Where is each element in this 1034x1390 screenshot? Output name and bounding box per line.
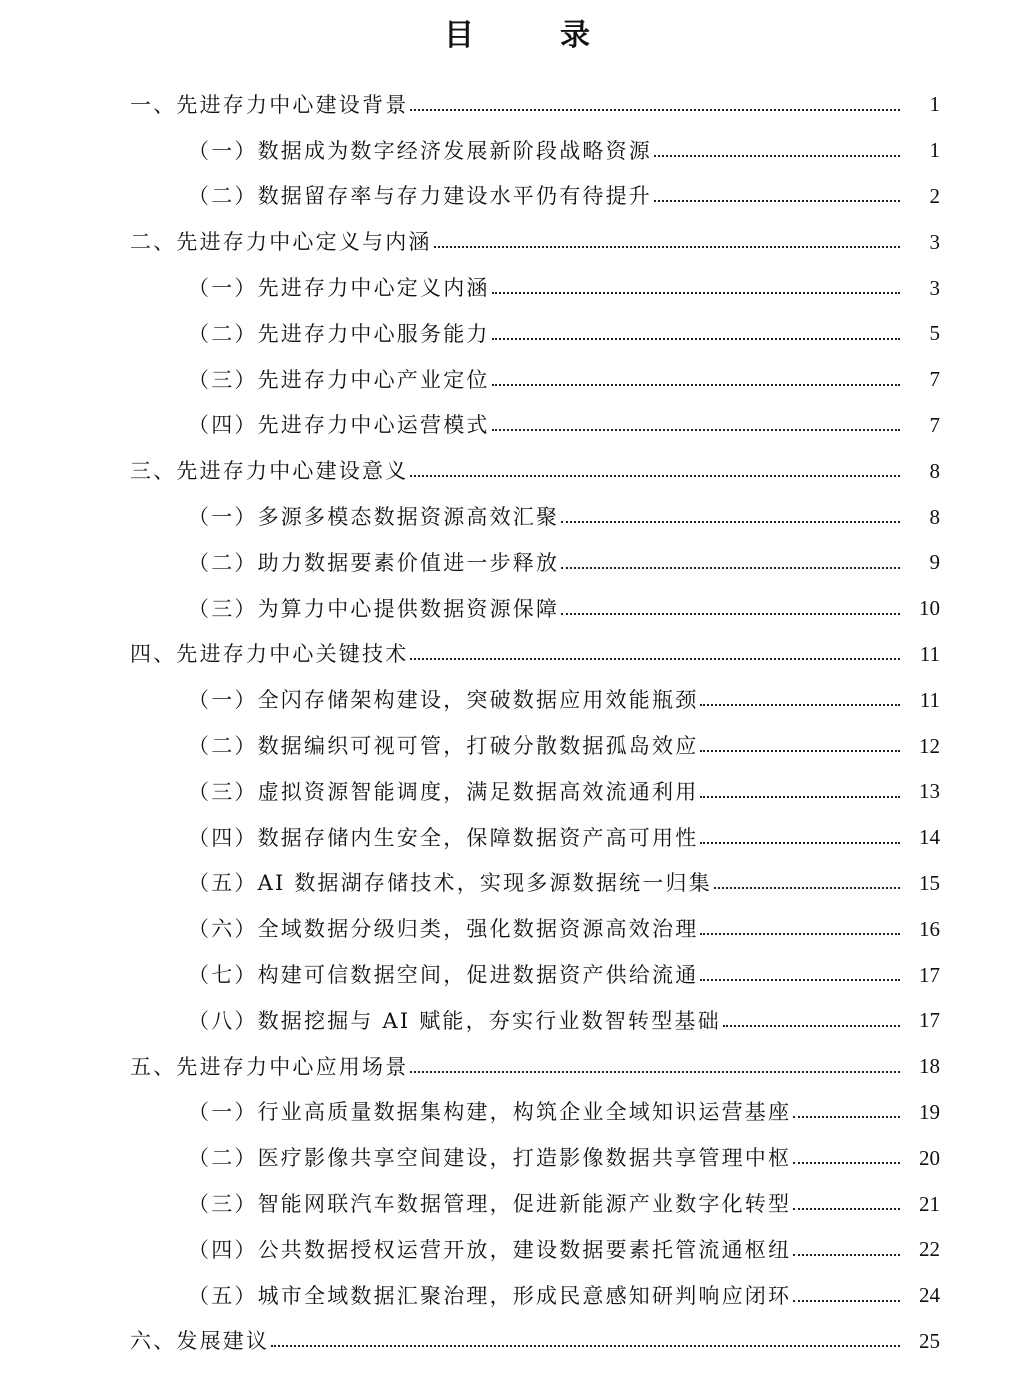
dot-leader: [700, 979, 900, 981]
toc-section-entry[interactable]: [0, 357, 1034, 403]
toc-entry-label: （一）全闪存储架构建设，突破数据应用效能瓶颈: [188, 688, 699, 713]
dot-leader: [410, 109, 900, 111]
toc-section-entry[interactable]: [0, 815, 1034, 861]
toc-entry-label: （一）行业高质量数据集构建，构筑企业全域知识运营基座: [188, 1100, 792, 1125]
toc-entry-label: （八）数据挖掘与 AI 赋能，夯实行业数智转型基础: [188, 1008, 721, 1033]
toc-section-entry[interactable]: [0, 540, 1034, 586]
toc-section-entry[interactable]: [0, 265, 1034, 311]
toc-entry-label: 五、先进存力中心应用场景: [130, 1054, 409, 1079]
toc-section-entry[interactable]: [0, 494, 1034, 540]
toc-chapter-entry[interactable]: [0, 448, 1034, 494]
toc-section-entry[interactable]: [0, 998, 1034, 1044]
toc-page-number: 10: [919, 596, 940, 621]
toc-page-number: 16: [919, 916, 940, 941]
toc-chapter-entry[interactable]: [0, 1319, 1034, 1365]
dot-leader: [793, 1300, 900, 1302]
toc-page-number: 11: [919, 687, 940, 712]
toc-section-entry[interactable]: [0, 586, 1034, 632]
toc-page-number: 15: [919, 870, 940, 895]
toc-entry-label: （二）先进存力中心服务能力: [188, 321, 490, 346]
toc-entry-label: （二）数据留存率与存力建设水平仍有待提升: [188, 184, 652, 209]
toc-page-number: 1: [929, 138, 940, 163]
dot-leader: [410, 1071, 900, 1073]
toc-page-number: 8: [929, 458, 940, 483]
toc-entry-label: （三）先进存力中心产业定位: [188, 367, 490, 392]
toc-page-number: 18: [919, 1054, 940, 1079]
dot-leader: [793, 1254, 900, 1256]
toc-entry-label: （四）先进存力中心运营模式: [188, 413, 490, 438]
dot-leader: [700, 750, 900, 752]
toc-page-number: 5: [929, 321, 940, 346]
toc-entry-label: （二）医疗影像共享空间建设，打造影像数据共享管理中枢: [188, 1146, 792, 1171]
toc-page-number: 20: [919, 1145, 940, 1170]
toc-entry-label: （七）构建可信数据空间，促进数据资产供给流通: [188, 963, 699, 988]
toc-entry-label: 三、先进存力中心建设意义: [130, 459, 409, 484]
toc-page-number: 7: [929, 412, 940, 437]
dot-leader: [654, 155, 900, 157]
toc-section-entry[interactable]: [0, 311, 1034, 357]
toc-entry-label: 六、发展建议: [130, 1329, 270, 1354]
dot-leader: [700, 704, 900, 706]
toc-entry-label: （二）数据编织可视可管，打破分散数据孤岛效应: [188, 734, 699, 759]
toc-entry-label: （五）AI 数据湖存储技术，实现多源数据统一归集: [188, 871, 712, 896]
dot-leader: [793, 1162, 900, 1164]
dot-leader: [561, 613, 900, 615]
toc-page-number: 3: [929, 229, 940, 254]
dot-leader: [654, 200, 900, 202]
toc-page-number: 25: [919, 1328, 940, 1353]
dot-leader: [723, 1025, 900, 1027]
dot-leader: [561, 567, 900, 569]
toc-section-entry[interactable]: [0, 174, 1034, 220]
dot-leader: [700, 796, 900, 798]
toc-entry-label: 二、先进存力中心定义与内涵: [130, 230, 432, 255]
toc-page-number: 19: [919, 1099, 940, 1124]
toc-entry-label: 四、先进存力中心关键技术: [130, 642, 409, 667]
toc-section-entry[interactable]: [0, 723, 1034, 769]
toc-section-entry[interactable]: [0, 906, 1034, 952]
toc-entry-label: （四）公共数据授权运营开放，建设数据要素托管流通枢纽: [188, 1237, 792, 1262]
dot-leader: [271, 1345, 900, 1347]
dot-leader: [410, 658, 900, 660]
toc-page-number: 24: [919, 1283, 940, 1308]
toc-entry-label: （二）助力数据要素价值进一步释放: [188, 550, 560, 575]
toc-entry-label: （四）数据存储内生安全，保障数据资产高可用性: [188, 825, 699, 850]
toc-section-entry[interactable]: [0, 403, 1034, 449]
toc-chapter-entry[interactable]: [0, 219, 1034, 265]
dot-leader: [410, 475, 900, 477]
page-title: 目 录: [444, 18, 618, 53]
toc-page-number: 2: [929, 183, 940, 208]
dot-leader: [561, 521, 900, 523]
dot-leader: [492, 429, 900, 431]
toc-page-number: 3: [929, 275, 940, 300]
toc-section-entry[interactable]: [0, 1135, 1034, 1181]
toc-entry-label: （一）数据成为数字经济发展新阶段战略资源: [188, 138, 652, 163]
toc-page-number: 21: [919, 1191, 940, 1216]
toc-entry-label: （三）虚拟资源智能调度，满足数据高效流通利用: [188, 779, 699, 804]
toc-entry-label: （三）智能网联汽车数据管理，促进新能源产业数字化转型: [188, 1192, 792, 1217]
toc-page-number: 1: [929, 92, 940, 117]
dot-leader: [492, 338, 900, 340]
toc-chapter-entry[interactable]: [0, 82, 1034, 128]
toc-entry-label: （一）先进存力中心定义内涵: [188, 276, 490, 301]
toc-entry-label: （五）城市全域数据汇聚治理，形成民意感知研判响应闭环: [188, 1283, 792, 1308]
toc-page-number: 22: [919, 1237, 940, 1262]
dot-leader: [793, 1116, 900, 1118]
toc-page-number: 8: [929, 504, 940, 529]
toc-page-number: 14: [919, 825, 940, 850]
toc-page-number: 17: [919, 962, 940, 987]
dot-leader: [714, 887, 900, 889]
dot-leader: [492, 292, 900, 294]
toc-section-entry[interactable]: [0, 1090, 1034, 1136]
toc-section-entry[interactable]: [0, 1181, 1034, 1227]
toc-page-number: 7: [929, 367, 940, 392]
toc-entry-label: 一、先进存力中心建设背景: [130, 92, 409, 117]
toc-section-entry[interactable]: [0, 128, 1034, 174]
dot-leader: [793, 1208, 900, 1210]
dot-leader: [700, 842, 900, 844]
table-of-contents: [0, 82, 1034, 1364]
toc-chapter-entry[interactable]: [0, 632, 1034, 678]
dot-leader: [700, 933, 900, 935]
dot-leader: [492, 384, 900, 386]
toc-page-number: 9: [929, 550, 940, 575]
toc-entry-label: （三）为算力中心提供数据资源保障: [188, 596, 560, 621]
toc-section-entry[interactable]: [0, 1273, 1034, 1319]
toc-page-number: 13: [919, 779, 940, 804]
toc-chapter-entry[interactable]: [0, 1044, 1034, 1090]
toc-page-number: 11: [919, 641, 940, 666]
toc-section-entry[interactable]: [0, 769, 1034, 815]
toc-section-entry[interactable]: [0, 1227, 1034, 1273]
toc-page-number: 17: [919, 1008, 940, 1033]
toc-entry-label: （六）全域数据分级归类，强化数据资源高效治理: [188, 917, 699, 942]
toc-section-entry[interactable]: [0, 861, 1034, 907]
toc-entry-label: （一）多源多模态数据资源高效汇聚: [188, 505, 560, 530]
toc-section-entry[interactable]: [0, 952, 1034, 998]
toc-section-entry[interactable]: [0, 677, 1034, 723]
dot-leader: [434, 246, 900, 248]
toc-page-number: 12: [919, 733, 940, 758]
